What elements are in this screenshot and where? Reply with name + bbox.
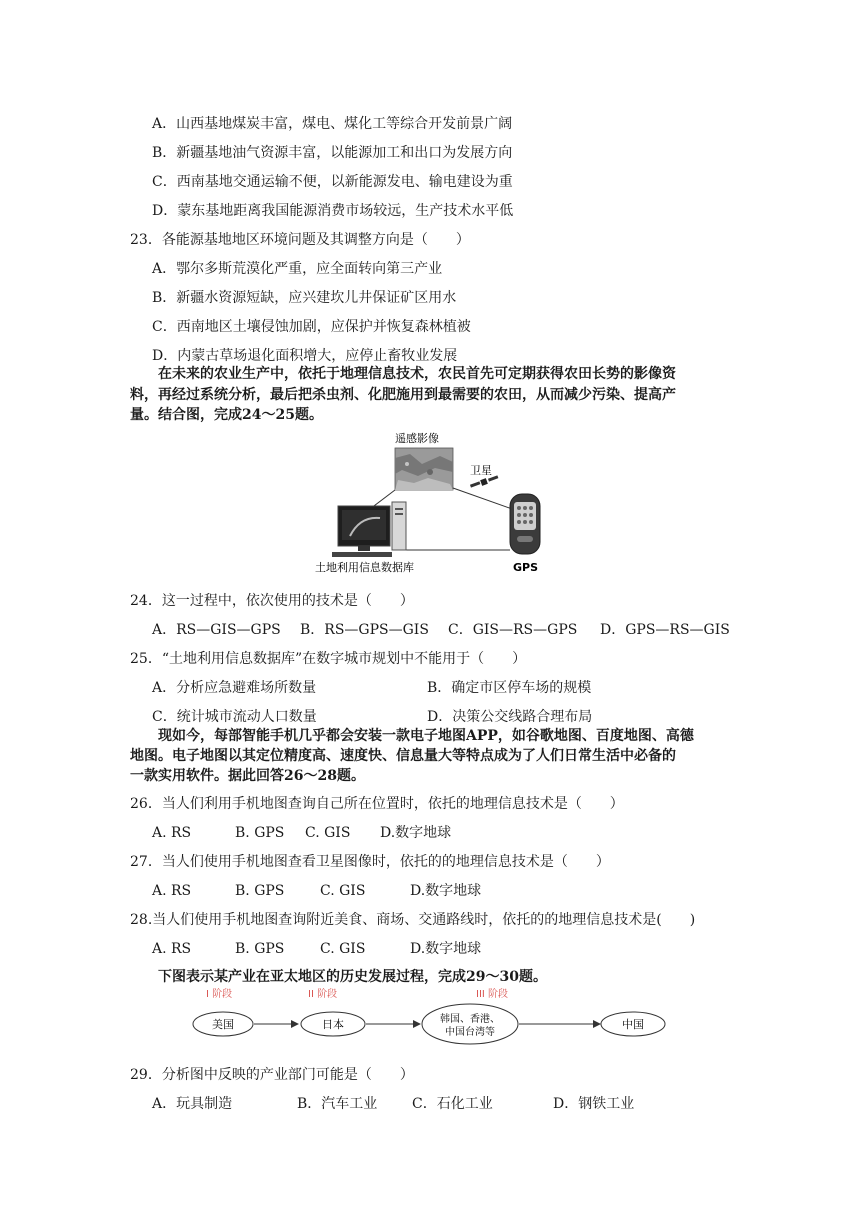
satellite-icon: [470, 475, 498, 487]
q24-option-d: D．GPS—RS—GIS: [600, 622, 730, 638]
q29-stem: 29．分析图中反映的产业部门可能是（ ）: [130, 1067, 414, 1083]
remote-sensing-image: [395, 448, 453, 490]
q22-option-b: B．新疆基地油气资源丰富，以能源加工和出口为发展方向: [152, 145, 513, 161]
passage-26-28-line2: 地图。电子地图以其定位精度高、速度快、信息量大等特点成为了人们日常生活中必备的: [130, 748, 676, 764]
q23-option-c: C．西南地区土壤侵蚀加剧，应保护并恢复森林植被: [152, 319, 471, 335]
q28-option-a: A. RS: [152, 941, 192, 957]
q26-stem: 26．当人们利用手机地图查询自己所在位置时，依托的地理信息技术是（ ）: [130, 796, 624, 812]
q27-option-a: A. RS: [152, 883, 192, 899]
q23-option-d: D．内蒙古草场退化面积增大，应停止畜牧业发展: [152, 348, 458, 364]
q23-stem: 23．各能源基地地区环境问题及其调整方向是（ ）: [130, 232, 470, 248]
q29-option-a: A．玩具制造: [152, 1096, 233, 1112]
satellite-label: 卫星: [470, 464, 492, 477]
q26-option-a: A. RS: [152, 825, 192, 841]
q23-option-a: A．鄂尔多斯荒漠化严重，应全面转向第三产业: [152, 261, 443, 277]
q22-option-c: C．西南基地交通运输不便，以新能源发电、输电建设为重: [152, 174, 513, 190]
q25-option-c: C．统计城市流动人口数量: [152, 709, 317, 725]
q28-option-d: D.数字地球: [410, 941, 482, 957]
q26-option-d: D.数字地球: [380, 825, 452, 841]
q28-option-c: C. GIS: [320, 941, 366, 957]
stage-2-label: II 阶段: [308, 989, 338, 1000]
q28-option-b: B. GPS: [235, 941, 285, 957]
q26-option-c: C. GIS: [305, 825, 351, 841]
q25-option-b: B．确定市区停车场的规模: [427, 680, 592, 696]
passage-26-28-line3: 一款实用软件。据此回答26～28题。: [130, 768, 365, 784]
stage-3-label: III 阶段: [476, 989, 509, 1000]
node-usa: 美国: [212, 1018, 234, 1031]
stage-1-label: I 阶段: [206, 989, 233, 1000]
node-japan: 日本: [322, 1018, 344, 1031]
q22-option-a: A．山西基地煤炭丰富，煤电、煤化工等综合开发前景广阔: [152, 116, 513, 132]
passage-29-30: 下图表示某产业在亚太地区的历史发展过程，完成29～30题。: [158, 969, 547, 985]
industry-transfer-figure: [190, 986, 680, 1046]
q26-option-b: B. GPS: [235, 825, 285, 841]
q27-stem: 27．当人们使用手机地图查看卫星图像时，依托的的地理信息技术是（ ）: [130, 854, 610, 870]
q28-stem: 28.当人们使用手机地图查询附近美食、商场、交通路线时，依托的的地理信息技术是( ): [130, 912, 696, 928]
q25-option-d: D．决策公交线路合理布局: [427, 709, 593, 725]
geo-tech-figure: [310, 428, 560, 578]
q25-option-a: A．分析应急避难场所数量: [152, 680, 317, 696]
q29-option-b: B．汽车工业: [297, 1096, 378, 1112]
node-china: 中国: [622, 1018, 644, 1031]
node-korea-hk-line2: 中国台湾等: [445, 1027, 495, 1038]
computer-icon: [332, 502, 406, 557]
passage-24-25-line3: 量。结合图，完成24～25题。: [130, 407, 323, 423]
q27-option-d: D.数字地球: [410, 883, 482, 899]
q24-stem: 24．这一过程中，依次使用的技术是（ ）: [130, 593, 414, 609]
q29-option-d: D．钢铁工业: [553, 1096, 635, 1112]
q29-option-c: C．石化工业: [412, 1096, 493, 1112]
node-korea-hk-line1: 韩国、香港、: [440, 1014, 500, 1025]
q27-option-b: B. GPS: [235, 883, 285, 899]
passage-26-28-line1: 现如今，每部智能手机几乎都会安装一款电子地图APP，如谷歌地图、百度地图、高德: [158, 728, 694, 744]
q24-option-b: B．RS—GPS—GIS: [300, 622, 429, 638]
q27-option-c: C. GIS: [320, 883, 366, 899]
remote-sensing-label: 遥感影像: [395, 432, 439, 445]
passage-24-25-line1: 在未来的农业生产中，依托于地理信息技术，农民首先可定期获得农田长势的影像资: [158, 366, 676, 382]
database-label: 土地利用信息数据库: [315, 561, 414, 574]
q24-option-c: C．GIS—RS—GPS: [448, 622, 578, 638]
q25-stem: 25．“土地利用信息数据库”在数字城市规划中不能用于（ ）: [130, 651, 527, 667]
q22-option-d: D．蒙东基地距离我国能源消费市场较远，生产技术水平低: [152, 203, 514, 219]
gps-label: GPS: [513, 561, 539, 574]
gps-device-icon: [510, 494, 540, 554]
q23-option-b: B．新疆水资源短缺，应兴建坎儿井保证矿区用水: [152, 290, 457, 306]
passage-24-25-line2: 料，再经过系统分析，最后把杀虫剂、化肥施用到最需要的农田，从而减少污染、提高产: [130, 387, 676, 403]
q24-option-a: A．RS—GIS—GPS: [152, 622, 281, 638]
